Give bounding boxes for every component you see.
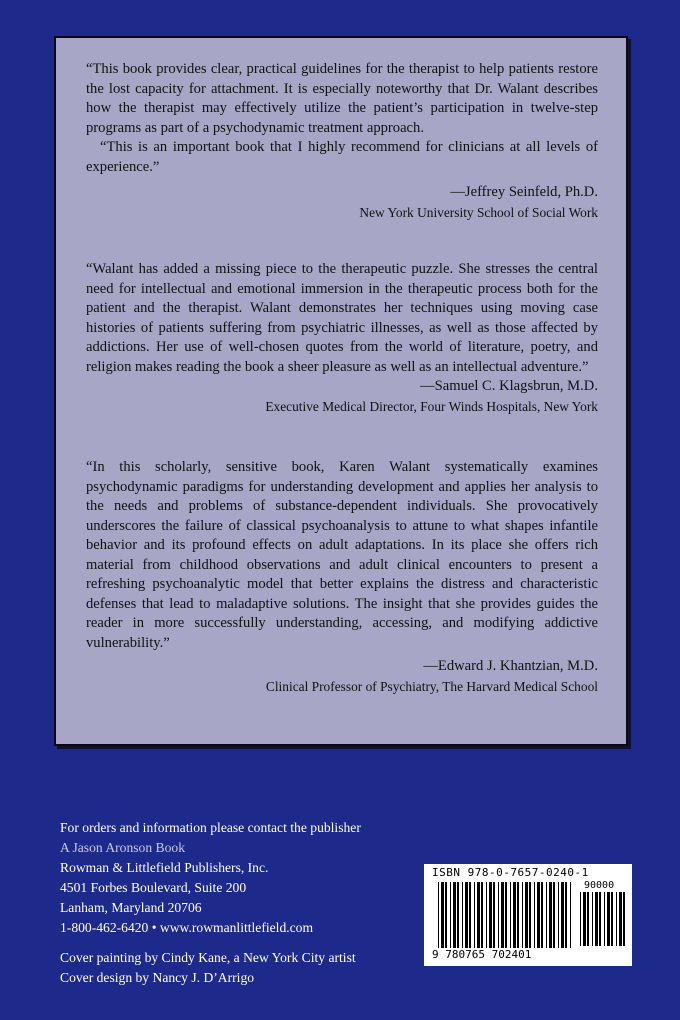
barcode-addon-digits: 90000: [584, 880, 615, 891]
cover-design-credit: Cover design by Nancy J. D’Arrigo: [60, 970, 255, 985]
quote-paragraph: “This book provides clear, practical guidelines for the therapist to help patients restore the lost capacity for attachment. It is especially noteworthy that Dr. Walant describes how the therapist may effectively utilize the patient’s participation in twelve-step programs as part of a psychodynamic treatment approach.: [86, 61, 598, 136]
publisher-city: Lanham, Maryland 20706: [60, 900, 202, 915]
imprint-line: A Jason Aronson Book: [60, 840, 185, 855]
quote-author: —Edward J. Khantzian, M.D.: [423, 658, 598, 674]
quote-affiliation: Clinical Professor of Psychiatry, The Harvard Medical School: [265, 678, 598, 694]
quote-paragraph: “Walant has added a missing piece to the therapeutic puzzle. She stresses the central need for intellectual and emotional immersion in the therapeutic process both for the patient and the therapist. Walant demonstrates her techniques using moving case histories of patients suffering from psychiatric illnesses, as well as those affected by addictions. Her use of well-chosen quotes from the world of literature, poetry, and religion makes reading the book a sheer pleasure as well as an intellectual adventure.”: [86, 261, 598, 375]
isbn-number: ISBN 978-0-7657-0240-1: [432, 866, 589, 879]
quote-paragraph: “In this scholarly, sensitive book, Karen Walant systematically examines psychodynamic paradigms for understanding development and applies her analysis to the needs and problems of substance-dependent individuals. She provocatively underscores the failure of classical psychoanalysis to attune to what shapes infantile behavior and its profound effects on adult adaptations. In its place she offers rich material from childhood observations and adult clinical encounters to present a refreshing psychoanalytic model that better explains the distress and characteristic defenses that lead to maladaptive solutions. The insight that she provides guides the reader in more successfully understanding, accessing, and modifying addictive vulnerability.”: [86, 459, 598, 651]
quote-paragraph: “This is an important book that I highly recommend for clinicians at all levels of experience.”: [86, 139, 598, 175]
barcode-addon-bars-icon: [580, 892, 626, 946]
cover-painting-credit: Cover painting by Cindy Kane, a New York City artist: [60, 950, 356, 965]
quote-author: —Samuel C. Klagsbrun, M.D.: [420, 378, 598, 394]
isbn-barcode: [424, 864, 632, 966]
publisher-contact: [60, 818, 361, 988]
quote-affiliation: Executive Medical Director, Four Winds Hospitals, New York: [265, 398, 598, 414]
quote-khantzian: [86, 458, 598, 696]
publisher-name: Rowman & Littlefield Publishers, Inc.: [60, 860, 269, 875]
orders-line: For orders and information please contact the publisher: [60, 820, 361, 835]
quote-author: —Jeffrey Seinfeld, Ph.D.: [450, 184, 598, 200]
barcode-bars-icon: [438, 882, 574, 948]
blurb-panel: [54, 36, 628, 746]
quote-seinfeld: [86, 60, 598, 222]
quote-affiliation: New York University School of Social Work: [359, 204, 598, 220]
publisher-phone-web: 1-800-462-6420 • www.rowmanlittlefield.com: [60, 920, 314, 935]
quote-klagsbrun: [86, 260, 598, 416]
publisher-street: 4501 Forbes Boulevard, Suite 200: [60, 880, 247, 895]
barcode-digits: 9 780765 702401: [432, 948, 532, 961]
